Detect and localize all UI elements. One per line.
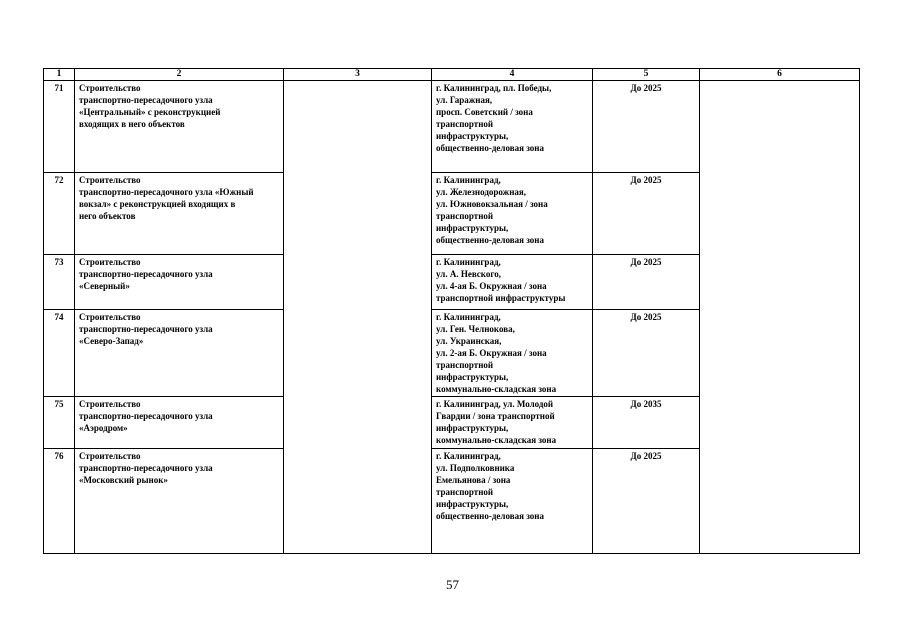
object-location: г. Калининград, ул. Молодой Гвардии / зона транспортной инфраструктуры, коммунально-складская зона — [432, 397, 593, 449]
row-number: 74 — [44, 310, 75, 397]
header-col-6: 6 — [700, 69, 860, 81]
row-number: 73 — [44, 255, 75, 310]
header-col-2: 2 — [75, 69, 284, 81]
row-number: 72 — [44, 173, 75, 255]
header-col-5: 5 — [593, 69, 700, 81]
row-number: 76 — [44, 449, 75, 554]
object-location: г. Калининград, ул. Железнодорожная, ул. Южновокзальная / зона транспортной инфраструктуры, общественно-деловая зона — [432, 173, 593, 255]
col3-cell — [284, 81, 432, 554]
object-term: До 2025 — [593, 255, 700, 310]
object-location: г. Калининград, ул. Подполковника Емельянова / зона транспортной инфраструктуры, общественно-деловая зона — [432, 449, 593, 554]
row-number: 71 — [44, 81, 75, 173]
object-name: Строительство транспортно-пересадочного узла «Аэродром» — [75, 397, 284, 449]
col6-cell — [700, 81, 860, 554]
header-row — [44, 69, 860, 81]
object-name: Строительство транспортно-пересадочного узла «Южный вокзал» с реконструкцией входящих в него объектов — [75, 173, 284, 255]
object-name: Строительство транспортно-пересадочного узла «Центральный» с реконструкцией входящих в него объектов — [75, 81, 284, 173]
header-col-3: 3 — [284, 69, 432, 81]
object-location: г. Калининград, пл. Победы, ул. Гаражная, просп. Советский / зона транспортной инфраструктуры, общественно-деловая зона — [432, 81, 593, 173]
page-number: 57 — [446, 577, 459, 592]
object-term: До 2025 — [593, 173, 700, 255]
row-number: 75 — [44, 397, 75, 449]
object-location: г. Калининград, ул. Ген. Челнокова, ул. Украинская, ул. 2-ая Б. Окружная / зона транспортной инфраструктуры, коммунально-складская зона — [432, 310, 593, 397]
header-col-4: 4 — [432, 69, 593, 81]
object-term: До 2025 — [593, 81, 700, 173]
header-col-1: 1 — [44, 69, 75, 81]
object-name: Строительство транспортно-пересадочного узла «Северо-Запад» — [75, 310, 284, 397]
object-name: Строительство транспортно-пересадочного узла «Московский рынок» — [75, 449, 284, 554]
object-term: До 2035 — [593, 397, 700, 449]
object-location: г. Калининград, ул. А. Невского, ул. 4-ая Б. Окружная / зона транспортной инфраструктуры — [432, 255, 593, 310]
table-row — [44, 81, 860, 173]
object-name: Строительство транспортно-пересадочного узла «Северный» — [75, 255, 284, 310]
object-term: До 2025 — [593, 449, 700, 554]
objects-table — [43, 68, 860, 554]
object-term: До 2025 — [593, 310, 700, 397]
